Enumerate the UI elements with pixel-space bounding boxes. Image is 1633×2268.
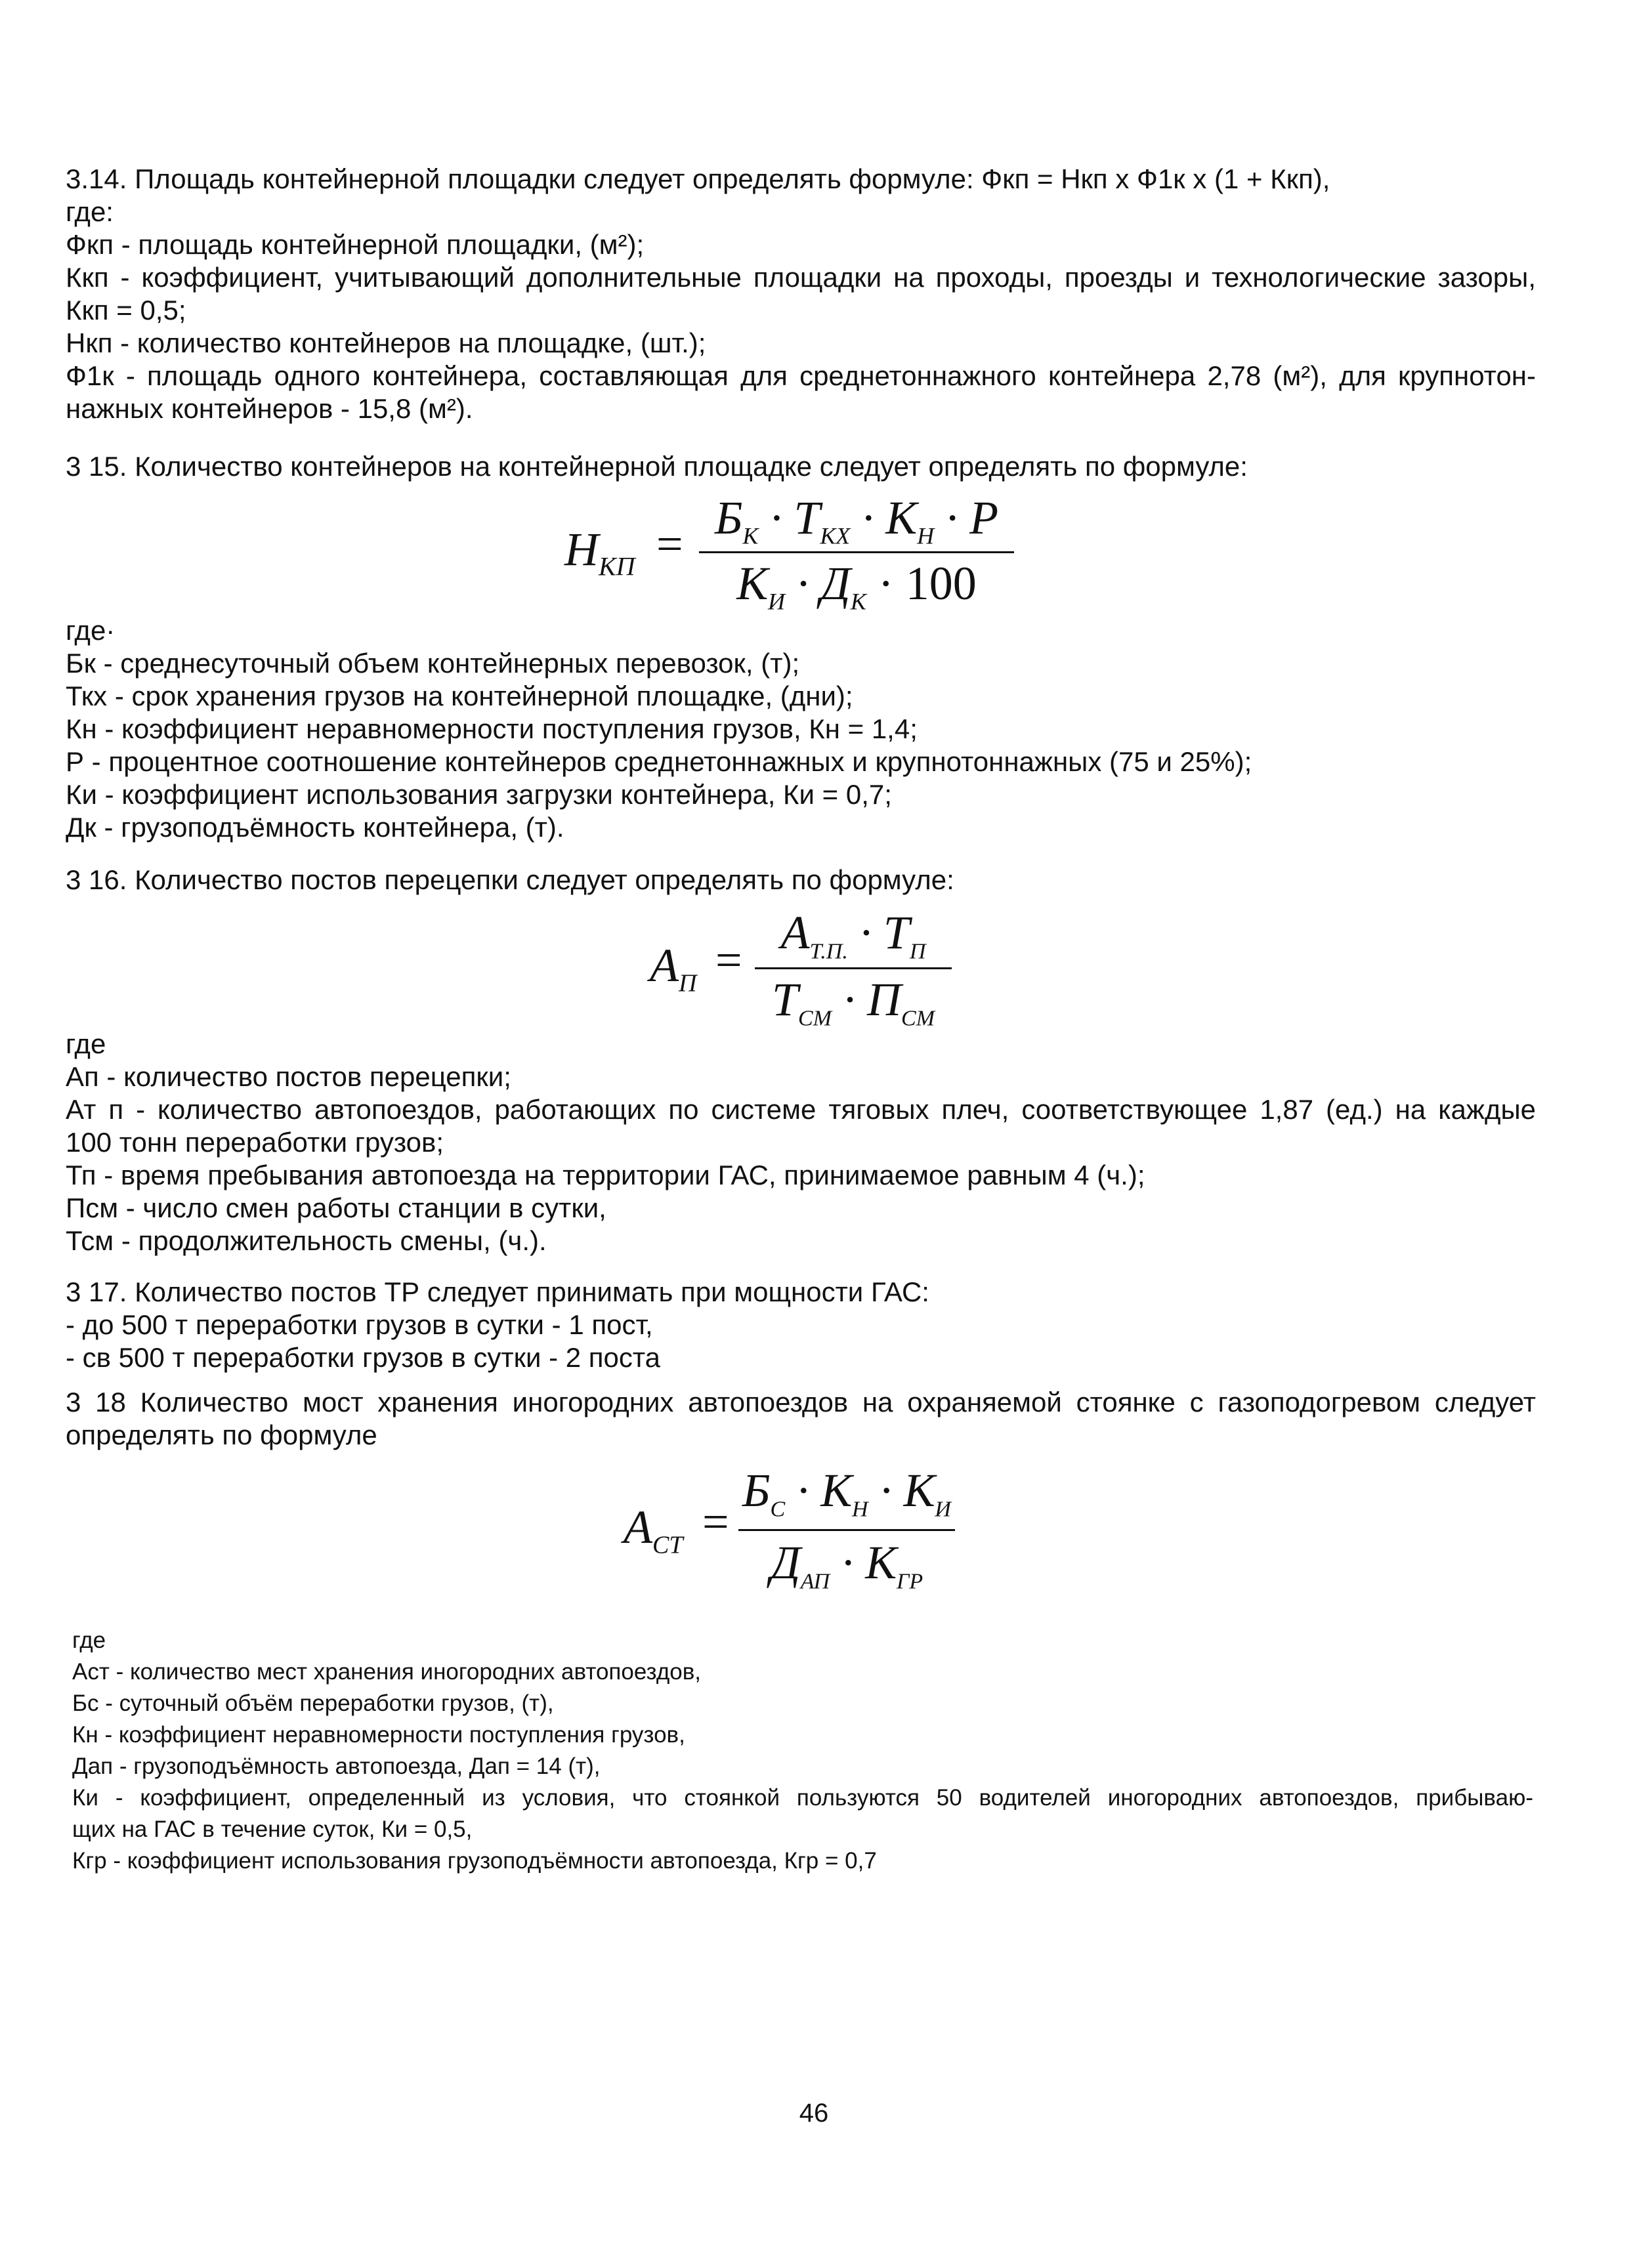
s315-line-5: Ки - коэффициент использования загрузки контейнера, Ки = 0,7;: [66, 779, 892, 810]
s314-line-7: Ф1к - площадь одного контейнера, составляющая для среднетоннажного контейнера 2,78 (м²), для крупнотон-: [66, 360, 1536, 391]
s315-line-6: Дк - грузоподъёмность контейнера, (т).: [66, 812, 564, 843]
formula-denominator: $Д_{АП} \cdot К_{ГР}$: [770, 1536, 923, 1594]
formula-parking-spaces: $А_{СТ}$ = $Б_С \cdot К_Н \cdot К_И$ $Д_{АП} \cdot К_{ГР}$: [624, 1463, 991, 1608]
s315-where: где·: [66, 615, 116, 646]
section-3-15-body: [66, 614, 1536, 844]
s315-heading: 3 15. Количество контейнеров на контейнерной площадке следует определять по формуле:: [66, 451, 1248, 482]
section-3-14: [66, 163, 1536, 425]
s317-line-2: - св 500 т переработки грузов в сутки - 2 поста: [66, 1342, 661, 1373]
formula-lhs-sub: КП: [599, 551, 635, 581]
s315-line-1: Бк - среднесуточный объем контейнерных перевозок, (т);: [66, 648, 800, 679]
formula-lhs: Н: [564, 523, 599, 576]
s316-line-1: Ап - количество постов перецепки;: [66, 1061, 511, 1092]
formula-container-count: [564, 491, 1024, 622]
formula-equals: =: [656, 518, 683, 570]
s315-line-4: Р - процентное соотношение контейнеров среднетоннажных и крупнотоннажных (75 и 25%);: [66, 746, 1252, 777]
section-3-15-heading: [66, 450, 1536, 483]
s318-line-1: Аст - количество мест хранения иногородних автопоездов,: [72, 1659, 702, 1685]
s315-line-2: Ткх - срок хранения грузов на контейнерной площадке, (дни);: [66, 681, 853, 711]
formula-numerator: $Б_С \cdot К_Н \cdot К_И$: [742, 1464, 951, 1522]
section-3-18-body: [72, 1625, 1533, 1877]
s316-where: где: [66, 1028, 106, 1059]
s316-line-4: Тп - время пребывания автопоезда на территории ГАС, принимаемое равным 4 (ч.);: [66, 1160, 1145, 1190]
s314-line-8: нажных контейнеров - 15,8 (м²).: [66, 393, 473, 424]
fraction-bar: [699, 551, 1014, 553]
s318-line-3: Кн - коэффициент неравномерности поступления грузов,: [72, 1722, 685, 1748]
s316-line-2: Ат п - количество автопоездов, работающих по системе тяговых плеч, соответствующее 1,87 (ед.) на каждые: [66, 1094, 1536, 1125]
s318-where: где: [72, 1628, 106, 1653]
s318-line-4: Дап - грузоподъёмность автопоезда, Дап = 14 (т),: [72, 1754, 601, 1779]
s316-line-3: 100 тонн переработки грузов;: [66, 1127, 444, 1158]
formula-numerator: $Б_К \cdot Т_{КХ} \cdot К_Н \cdot Р$: [714, 492, 999, 549]
section-3-16-heading: [66, 864, 1536, 896]
formula-denominator: $К_И \cdot Д_К \cdot 100$: [736, 557, 977, 615]
s318-line-2: Бс - суточный объём переработки грузов, (т),: [72, 1690, 554, 1716]
fraction-bar: [738, 1529, 955, 1531]
s316-line-6: Тсм - продолжительность смены, (ч.).: [66, 1225, 547, 1256]
page-number: 46: [799, 2099, 829, 2128]
s314-line-1: 3.14. Площадь контейнерной площадки следует определять формуле: Фкп = Нкп х Ф1к х (1 + Ккп),: [66, 163, 1330, 194]
formula-coupling-posts: $А_П$ = $А_{Т.П.} \cdot Т_П$ $Т_{СМ} \cdot П_{СМ}$: [650, 906, 991, 1037]
fraction-bar: [755, 967, 952, 969]
s318-heading-1: 3 18 Количество мост хранения иногородних автопоездов на охраняемой стоянке с газоподогревом следует: [66, 1387, 1536, 1418]
s318-line-7: Кгр - коэффициент использования грузоподъёмности автопоезда, Кгр = 0,7: [72, 1848, 877, 1874]
s318-line-5: Ки - коэффициент, определенный из условия, что стоянкой пользуются 50 водителей иногородних автопоездов, прибываю-: [72, 1785, 1533, 1811]
s316-line-5: Псм - число смен работы станции в сутки,: [66, 1192, 606, 1223]
s317-line-1: - до 500 т переработки грузов в сутки - 1 пост,: [66, 1309, 653, 1340]
s317-heading: 3 17. Количество постов ТР следует принимать при мощности ГАС:: [66, 1276, 929, 1307]
s314-line-2: где:: [66, 196, 114, 227]
formula-denominator: $Т_{СМ} \cdot П_{СМ}$: [771, 973, 935, 1031]
section-3-16-body: [66, 1028, 1536, 1257]
formula-numerator: $А_{Т.П.} \cdot Т_П$: [780, 906, 926, 964]
s314-line-3: Фкп - площадь контейнерной площадки, (м²);: [66, 229, 645, 260]
s315-line-3: Кн - коэффициент неравномерности поступления грузов, Кн = 1,4;: [66, 713, 918, 744]
s314-line-5: Ккп = 0,5;: [66, 295, 186, 326]
s316-heading: 3 16. Количество постов перецепки следует определять по формуле:: [66, 864, 954, 895]
section-3-18-heading: [66, 1386, 1536, 1452]
s318-heading-2: определять по формуле: [66, 1419, 377, 1450]
s314-line-4: Ккп - коэффициент, учитывающий дополнительные площадки на проходы, проезды и технологические зазоры,: [66, 262, 1536, 293]
s314-line-6: Нкп - количество контейнеров на площадке, (шт.);: [66, 327, 706, 358]
section-3-17: [66, 1276, 1536, 1374]
s318-line-6: щих на ГАС в течение суток, Ки = 0,5,: [72, 1816, 473, 1842]
